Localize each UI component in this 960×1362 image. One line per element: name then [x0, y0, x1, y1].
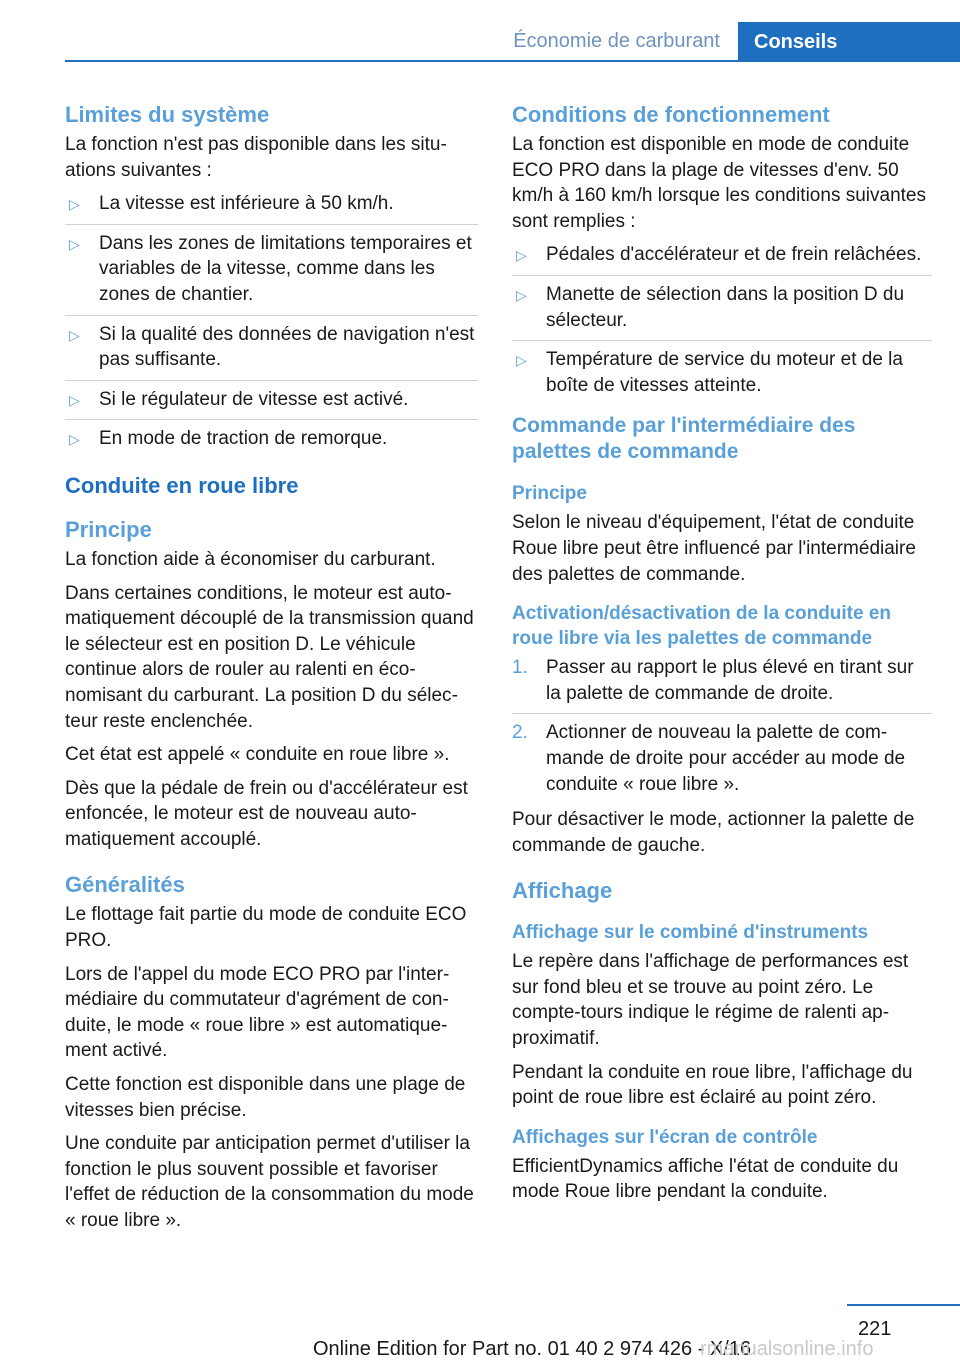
- header-section-title: Économie de carburant: [513, 30, 720, 52]
- heading-combine-instruments: Affichage sur le combiné d'instruments: [512, 922, 869, 944]
- left-column: [65, 102, 478, 1242]
- header-tab-conseils: Conseils: [738, 22, 960, 62]
- generalites-paragraph: Lors de l'appel du mode ECO PRO par l'intermédiaire du commutateur d'agrément de conduite, le mode « roue libre » est automatiquement activé.: [65, 963, 450, 1062]
- triangle-right-icon: ▷: [69, 326, 80, 343]
- page-number: 221: [858, 1318, 892, 1340]
- heading-conditions: Conditions de fonctionnement: [512, 102, 830, 127]
- list-item: ▷ Dans les zones de limitations temporaires et variables de la vitesse, comme dans les zones de chantier.: [65, 231, 478, 316]
- list-item: ▷ En mode de traction de remorque.: [65, 426, 478, 459]
- edition-footer: Online Edition for Part no. 01 40 2 974 426 - X/16: [313, 1338, 752, 1360]
- principe-paragraph: Dès que la pédale de frein ou d'accélérateur est enfoncée, le moteur est de nouveau automatiquement accouplé.: [65, 777, 468, 850]
- heading-activation: Activation/désactivation de la conduite en roue libre via les palettes de commande: [512, 603, 892, 650]
- list-item: ▷ Pédales d'accélérateur et de frein relâchées.: [512, 242, 932, 276]
- header-rule: [65, 60, 960, 62]
- triangle-right-icon: ▷: [516, 352, 527, 369]
- watermark: rmanualsonline.info: [700, 1338, 874, 1360]
- heading-affichage: Affichage: [512, 878, 613, 904]
- principe-paragraph: La fonction aide à économiser du carburant.: [65, 548, 436, 570]
- triangle-right-icon: ▷: [516, 286, 527, 303]
- generalites-paragraph: Cette fonction est disponible dans une plage de vitesses bien précise.: [65, 1074, 466, 1121]
- right-column: [512, 102, 932, 1213]
- triangle-right-icon: ▷: [69, 431, 80, 448]
- list-item: ▷ Si la qualité des données de navigation n'est pas suffisante.: [65, 322, 478, 381]
- triangle-right-icon: ▷: [516, 247, 527, 264]
- conditions-list: [512, 242, 932, 405]
- principe-paragraph: Dans certaines conditions, le moteur est automatiquement découplé de la transmission quand le sélecteur est en position D. Le véhicule continue alors de rouler au ralenti en économisant du carburant. La position D du sélecteur reste enclenchée.: [65, 582, 474, 732]
- limites-intro: La fonction n'est pas disponible dans les situations suivantes :: [65, 134, 447, 181]
- list-item: ▷ La vitesse est inférieure à 50 km/h.: [65, 191, 478, 225]
- activation-steps: [512, 655, 932, 799]
- step-item: 2. Actionner de nouveau la palette de commande de droite pour accéder au mode de conduite « roue libre ».: [512, 722, 906, 795]
- step-item: 1. Passer au rapport le plus élevé en tirant sur la palette de commande de droite.: [512, 655, 932, 714]
- generalites-paragraph: Une conduite par anticipation permet d'utiliser la fonction le plus souvent possible et favoriser l'effet de réduction de la consommation du mode « roue libre ».: [65, 1133, 474, 1231]
- limites-list: [65, 191, 478, 459]
- heading-principe: Principe: [65, 516, 152, 542]
- principe-paragraph: Cet état est appelé « conduite en roue libre ».: [65, 744, 450, 766]
- heading-conduite-roue-libre: Conduite en roue libre: [65, 472, 299, 498]
- heading-limites: Limites du système: [65, 102, 270, 127]
- heading-principe-commande: Principe: [512, 483, 587, 505]
- ecran-text: EfficientDynamics affiche l'état de conduite du mode Roue libre pendant la conduite.: [512, 1155, 899, 1203]
- conditions-intro: La fonction est disponible en mode de conduite ECO PRO dans la plage de vitesses d'env. 50 km/h à 160 km/h lorsque les conditions suivantes sont remplies :: [512, 134, 926, 232]
- heading-ecran-controle: Affichages sur l'écran de contrôle: [512, 1126, 818, 1148]
- list-item: ▷ Température de service du moteur et de la boîte de vitesses atteinte.: [516, 349, 903, 396]
- combine-paragraph: Pendant la conduite en roue libre, l'affichage du point de roue libre est éclairé au point zéro.: [512, 1061, 913, 1109]
- triangle-right-icon: ▷: [69, 391, 80, 408]
- heading-generalites: Généralités: [65, 872, 185, 898]
- activation-after: Pour désactiver le mode, actionner la palette de commande de gauche.: [512, 809, 915, 856]
- step-number: 1.: [512, 657, 528, 679]
- combine-paragraph: Le repère dans l'affichage de performances est sur fond bleu et se trouve au point zéro. Le compte-tours indique le régime de ralenti approximatif.: [512, 951, 909, 1050]
- list-item: ▷ Manette de sélection dans la position D du sélecteur.: [512, 282, 932, 341]
- step-number: 2.: [512, 722, 528, 744]
- generalites-paragraph: Le flottage fait partie du mode de conduite ECO PRO.: [65, 904, 467, 952]
- triangle-right-icon: ▷: [69, 196, 80, 213]
- heading-commande-palettes: Commande par l'intermédiaire des palettes de commande: [512, 414, 856, 464]
- principe-commande-text: Selon le niveau d'équipement, l'état de conduite Roue libre peut être influencé par l'intermédiaire des palettes de commande.: [512, 512, 916, 585]
- footer-rule: [847, 1304, 960, 1306]
- list-item: ▷ Si le régulateur de vitesse est activé.: [65, 387, 478, 421]
- triangle-right-icon: ▷: [69, 235, 80, 252]
